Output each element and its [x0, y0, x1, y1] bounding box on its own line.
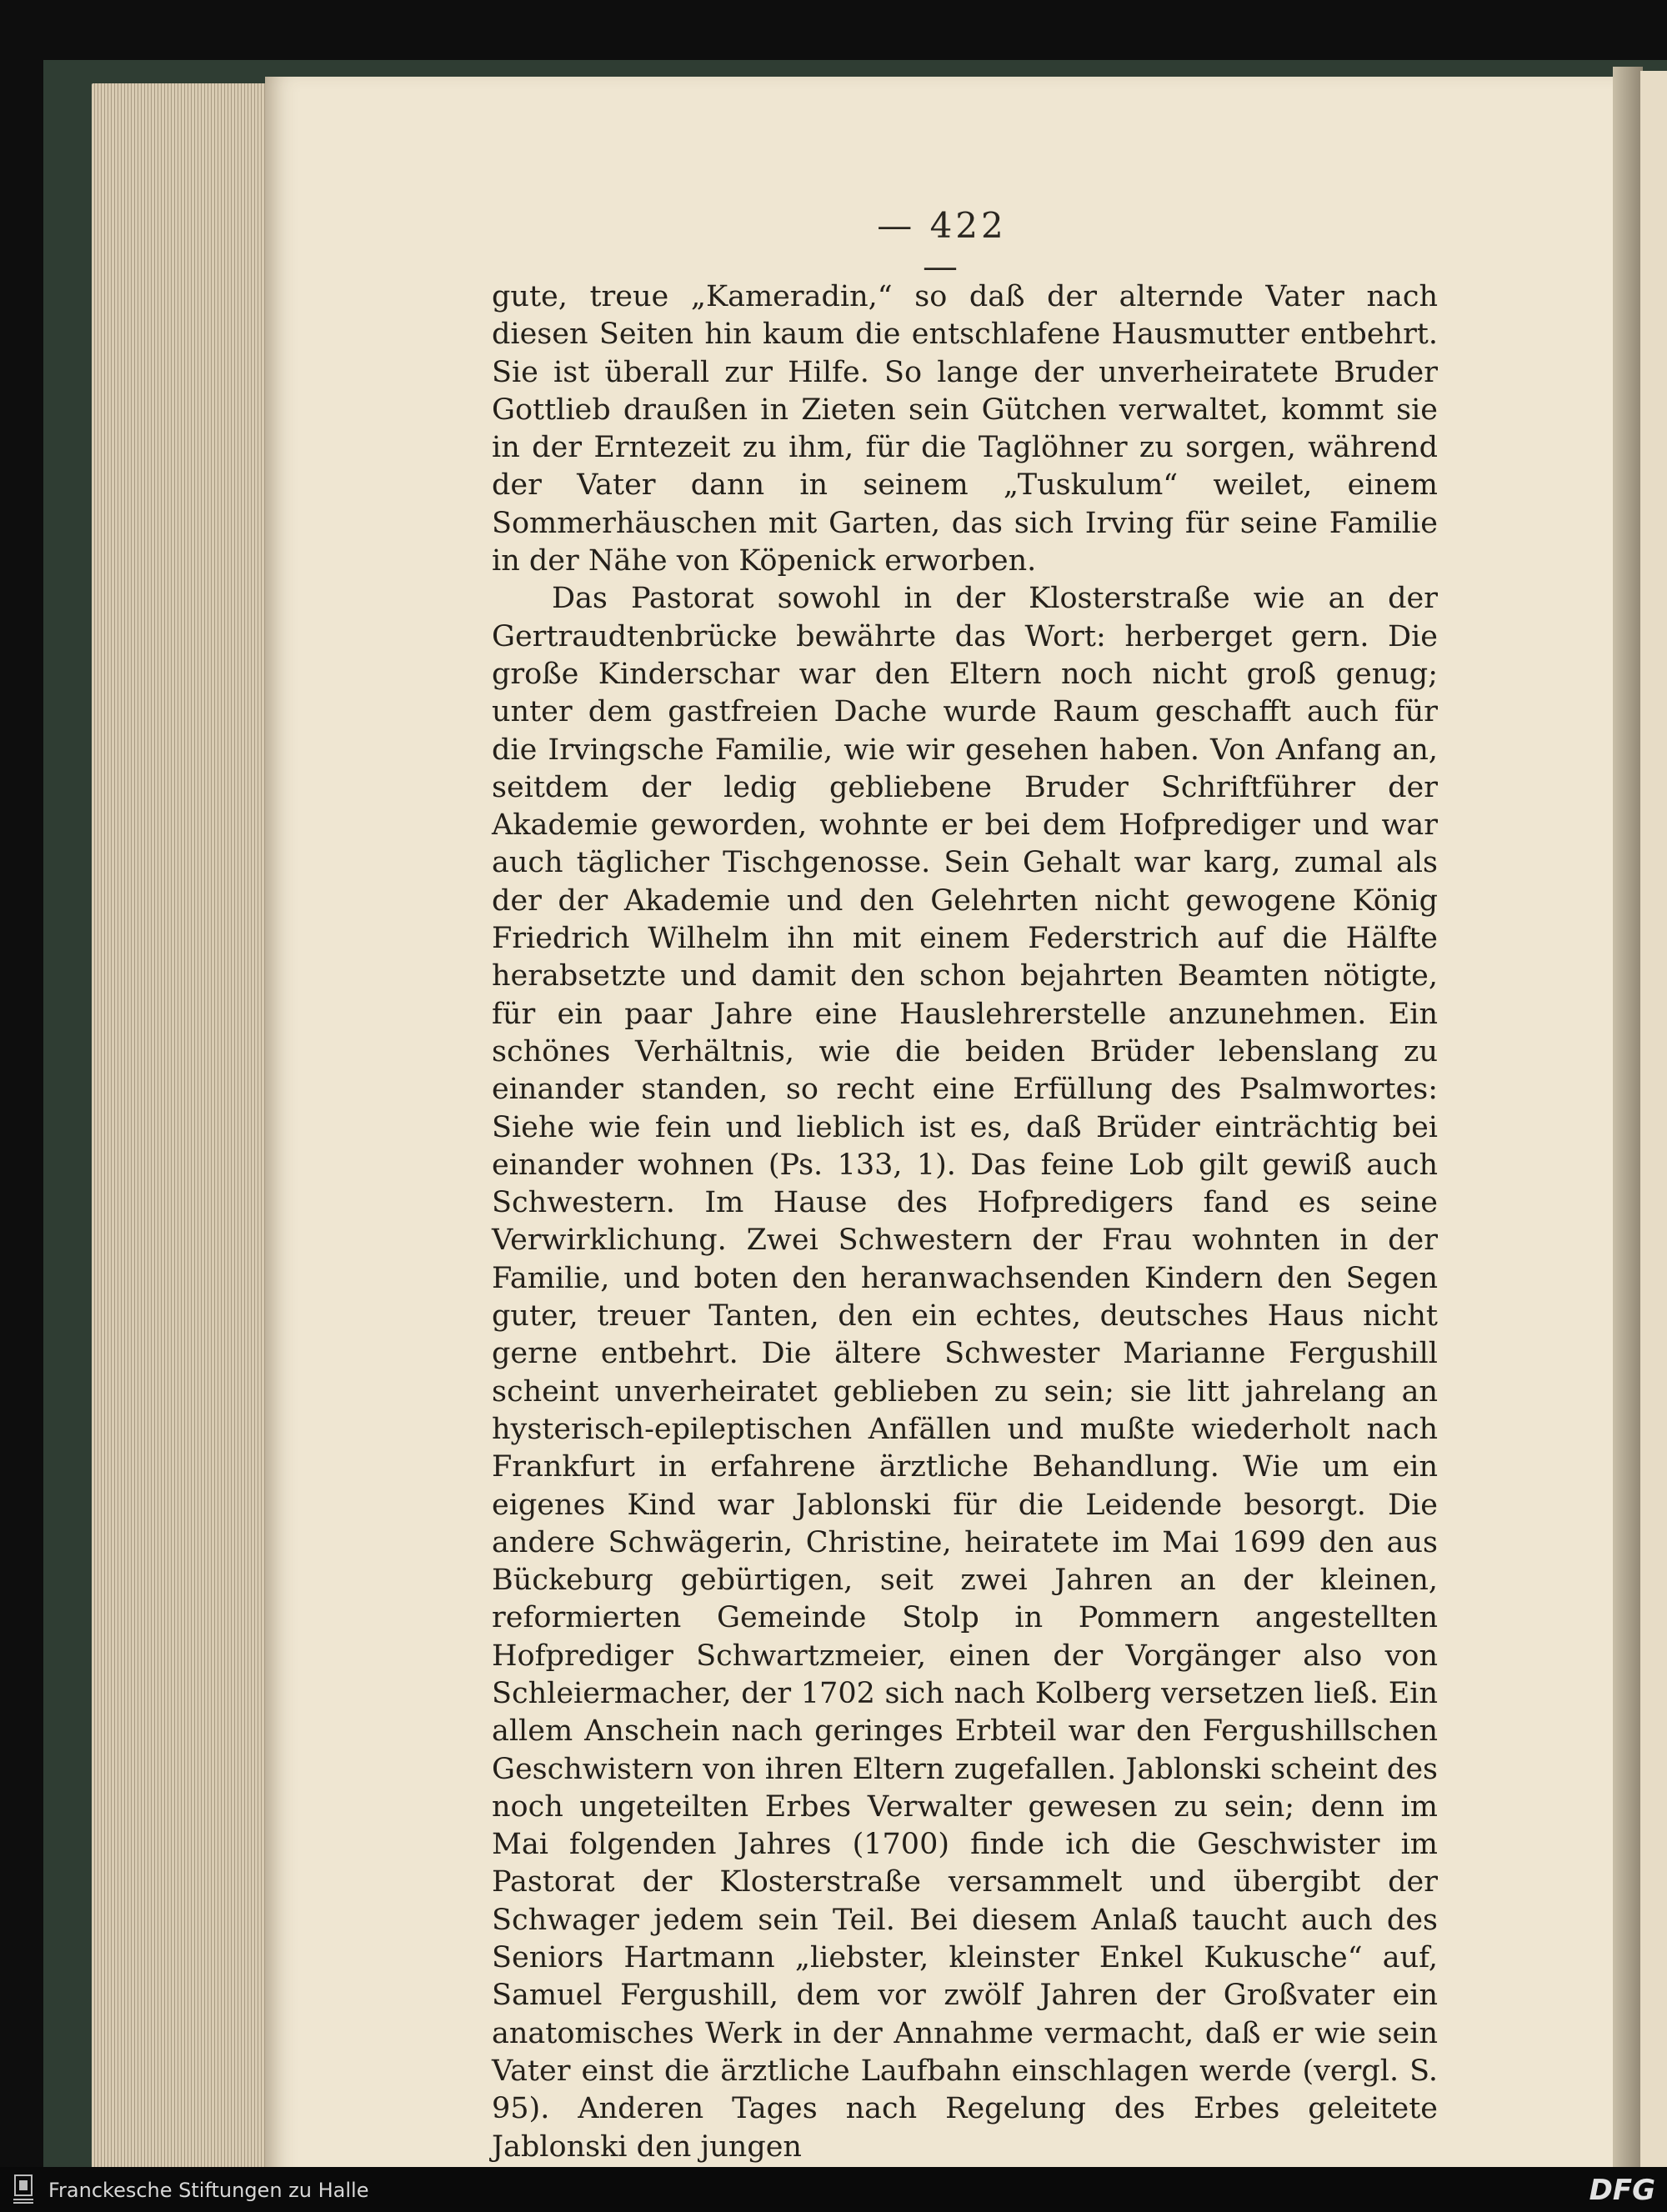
page-edges	[92, 83, 271, 2192]
viewer-footer	[0, 2167, 1667, 2212]
next-page-edge	[1640, 71, 1667, 2192]
page-body-text	[492, 278, 1438, 2166]
dfg-logo: DFG	[1589, 2174, 1655, 2207]
institution-label: Franckesche Stiftungen zu Halle	[48, 2179, 369, 2202]
page-number: — 422 —	[877, 205, 1007, 287]
book-gutter	[1613, 67, 1643, 2192]
paragraph-1: gute, treue „Kameradin,“ so daß der alternde Vater nach diesen Seiten hin kaum die entschlafene Hausmutter entbehrt. Sie ist überall zur Hilfe. So lange der unverheiratete Bruder Gottlieb draußen in Zieten sein Gütchen verwaltet, kommt sie in der Erntezeit zu ihm, für die Taglöhner zu sorgen, während der Vater dann in seinem „Tuskulum“ weilet, einem Sommerhäuschen mit Garten, das sich Irving für seine Familie in der Nähe von Köpenick erworben.	[492, 280, 1438, 578]
franckesche-stiftungen-logo-icon	[10, 2174, 37, 2205]
paragraph-2: Das Pastorat sowohl in der Klosterstraße wie an der Gertraudtenbrücke bewährte das Wort: herberget gern. Die große Kinderschar war den Eltern noch nicht groß genug; unter dem gastfreien Dache wurde Raum geschafft auch für die Irvingsche Familie, wie wir gesehen haben. Von Anfang an, seitdem der ledig gebliebene Bruder Schriftführer der Akademie geworden, wohnte er bei dem Hofprediger und war auch täglicher Tischgenosse. Sein Gehalt war karg, zumal als der der Akademie und den Gelehrten nicht gewogene König Friedrich Wilhelm ihn mit einem Federstrich auf die Hälfte herabsetzte und damit den schon bejahrten Beamten nötigte, für ein paar Jahre eine Hauslehrerstelle anzunehmen. Ein schönes Verhältnis, wie die beiden Brüder lebenslang zu einander standen, so recht eine Erfüllung des Psalmwortes: Siehe wie fein und lieblich ist es, daß Brüder einträchtig bei einander wohnen (Ps. 133, 1). Das feine Lob gilt gewiß auch Schwestern. Im Hause des Hofpredigers fand es seine Verwirklichung. Zwei Schwestern der Frau wohnten in der Familie, und boten den heranwachsenden Kindern den Segen guter, treuer Tanten, den ein echtes, deutsches Haus nicht gerne entbehrt. Die ältere Schwester Marianne Fergushill scheint unverheiratet geblieben zu sein; sie litt jahrelang an hysterisch-epileptischen Anfällen und mußte wiederholt nach Frankfurt in erfahrene ärztliche Behandlung. Wie um ein eigenes Kind war Jablonski für die Leidende besorgt. Die andere Schwägerin, Christine, heiratete im Mai 1699 den aus Bückeburg gebürtigen, seit zwei Jahren an der kleinen, reformierten Gemeinde Stolp in Pommern angestellten Hofprediger Schwartzmeier, einen der Vorgänger also von Schleiermacher, der 1702 sich nach Kolberg versetzen ließ. Ein allem Anschein nach geringes Erbteil war den Fergushillschen Geschwistern von ihren Eltern zugefallen. Jablonski scheint des noch ungeteilten Erbes Verwalter gewesen zu sein; denn im Mai folgenden Jahres (1700) finde ich die Geschwister im Pastorat der Klosterstraße versammelt und übergibt der Schwager jedem sein Teil. Bei diesem Anlaß taucht auch des Seniors Hartmann „liebster, kleinster Enkel Kukusche“ auf, Samuel Fergushill, dem vor zwölf Jahren der Großvater ein anatomisches Werk in der Annahme vermacht, daß er wie sein Vater einst die ärztliche Laufbahn einschlagen werde (vergl. S. 95). Anderen Tages nach Regelung des Erbes geleitete Jablonski den jungen	[492, 582, 1438, 2164]
